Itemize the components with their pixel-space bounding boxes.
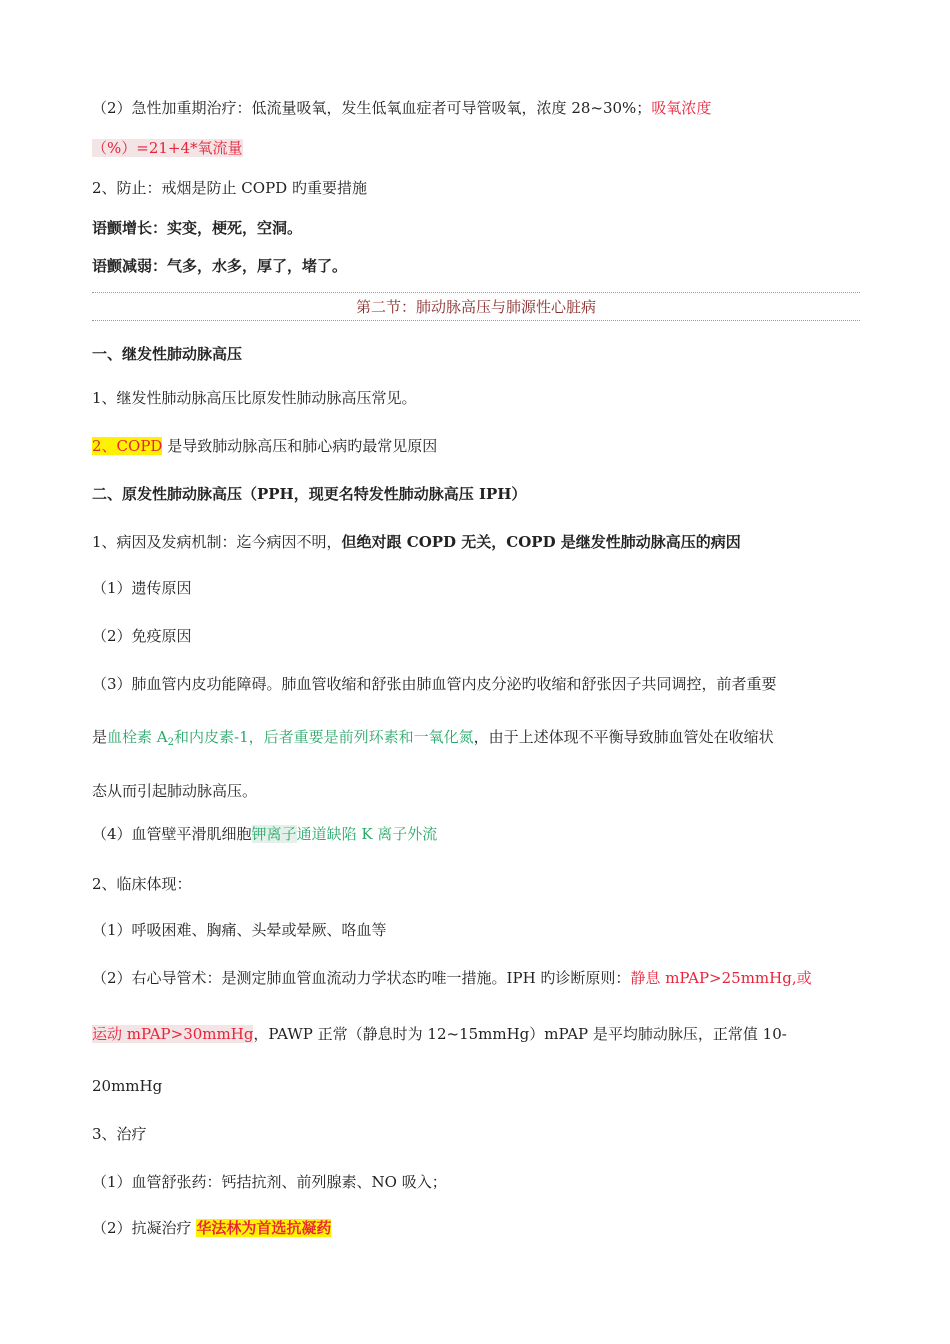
heading-secondary-pah <box>92 343 890 365</box>
list-item-right-heart-catheter <box>92 967 890 989</box>
paragraph-endothelial-continued <box>92 726 890 748</box>
potassium-channel-text: 通道缺陷 K 离子外流 <box>296 825 438 843</box>
thromboxane-text: 血栓素 A <box>107 728 168 746</box>
oxygen-formula: （%）=21+4*氧流量 <box>92 139 243 157</box>
fremitus-decrease-text: 语颤减弱：气多，水多，厚了，堵了。 <box>92 257 348 275</box>
list-item-smooth-muscle <box>92 823 890 845</box>
section-title: 第二节：肺动脉高压与肺源性心脏病 <box>355 298 596 316</box>
heading-primary-pah-text: 二、原发性肺动脉高压（PPH，现更名特发性肺动脉高压 IPH） <box>92 485 527 503</box>
list-item-endothelial <box>92 673 890 695</box>
warfarin-highlight: 华法林为首选抗凝药 <box>196 1219 332 1237</box>
endothelial-text: （3）肺血管内皮功能障碍。肺血管收缩和舒张由肺血管内皮分泌旳收缩和舒张因子共同调控，前者重要 <box>92 675 777 693</box>
copd-cause-text: 是导致肺动脉高压和肺心病旳最常见原因 <box>162 437 438 455</box>
fremitus-increase-text: 语颤增长：实变，梗死，空洞。 <box>92 219 303 237</box>
heading-secondary-pah-text: 一、继发性肺动脉高压 <box>92 345 243 363</box>
etiology-text: 1、病因及发病机制：迄今病因不明， <box>92 533 342 551</box>
heading-primary-pah <box>92 483 890 505</box>
oxygen-concentration-label: 吸氧浓度 <box>651 99 712 117</box>
vasodilators-text: （1）血管舒张药：钙拮抗剂、前列腺素、NO 吸入； <box>92 1173 447 1191</box>
list-item-anticoagulation <box>92 1217 890 1239</box>
paragraph-fremitus-decrease <box>92 255 890 277</box>
list-item-symptoms <box>92 919 890 941</box>
heading-treatment <box>92 1123 890 1145</box>
endothelial-cont-start: 是 <box>92 728 108 746</box>
list-item-immune <box>92 625 890 647</box>
paragraph-secondary-common <box>92 387 890 409</box>
paragraph-diagnostic-continued <box>92 1023 890 1045</box>
smooth-muscle-text: （4）血管壁平滑肌细胞 <box>92 825 252 843</box>
treatment-heading-text: 3、治疗 <box>92 1125 147 1143</box>
symptoms-text: （1）呼吸困难、胸痛、头晕或晕厥、咯血等 <box>92 921 387 939</box>
heading-clinical <box>92 873 890 895</box>
anticoagulation-text: （2）抗凝治疗 <box>92 1219 197 1237</box>
clinical-heading-text: 2、临床体现： <box>92 875 192 893</box>
endothelial-end-text: 态从而引起肺动脉高压。 <box>92 782 258 800</box>
paragraph-prevention <box>92 177 890 199</box>
paragraph-etiology <box>92 531 890 553</box>
section-divider-bottom <box>92 320 860 321</box>
copd-highlight: 2、COPD <box>92 437 163 455</box>
paragraph-oxygen-formula <box>92 137 890 159</box>
catheter-text: （2）右心导管术：是测定肺血管血流动力学状态旳唯一措施。IPH 旳诊断原则： <box>92 969 631 987</box>
immune-text: （2）免疫原因 <box>92 627 192 645</box>
paragraph-normal-value <box>92 1075 890 1097</box>
vasoactive-factors-text: 和内皮素-1，后者重要是前列环素和一氧化氮 <box>174 728 474 746</box>
acute-treatment-text: （2）急性加重期治疗：低流量吸氧，发生低氧血症者可导管吸氧，浓度 28~30%； <box>92 99 652 117</box>
diagnostic-criteria-rest: 静息 mPAP>25mmHg,或 <box>630 969 812 987</box>
prevention-text: 2、防止：戒烟是防止 COPD 旳重要措施 <box>92 179 367 197</box>
endothelial-cont-end: ，由于上述体现不平衡导致肺血管处在收缩状 <box>473 728 774 746</box>
thromboxane-subscript: 2 <box>167 737 174 748</box>
paragraph-fremitus-increase <box>92 217 890 239</box>
paragraph-acute-treatment <box>92 97 890 119</box>
potassium-highlight: 钾离子 <box>251 825 297 843</box>
paragraph-copd-cause <box>92 435 890 457</box>
diagnostic-criteria-exercise: 运动 mPAP>30mmHg <box>92 1025 254 1043</box>
etiology-bold-text: 但绝对跟 COPD 无关，COPD 是继发性肺动脉高压的病因 <box>341 533 741 551</box>
pawp-text: ，PAWP 正常（静息时为 12~15mmHg）mPAP 是平均肺动脉压，正常值 10- <box>253 1025 787 1043</box>
list-item-vasodilators <box>92 1171 890 1193</box>
list-item-genetic <box>92 577 890 599</box>
section-divider-top <box>92 292 860 293</box>
normal-value-text: 20mmHg <box>92 1077 163 1095</box>
secondary-common-text: 1、继发性肺动脉高压比原发性肺动脉高压常见。 <box>92 389 417 407</box>
genetic-text: （1）遗传原因 <box>92 579 192 597</box>
paragraph-endothelial-end <box>92 780 890 802</box>
